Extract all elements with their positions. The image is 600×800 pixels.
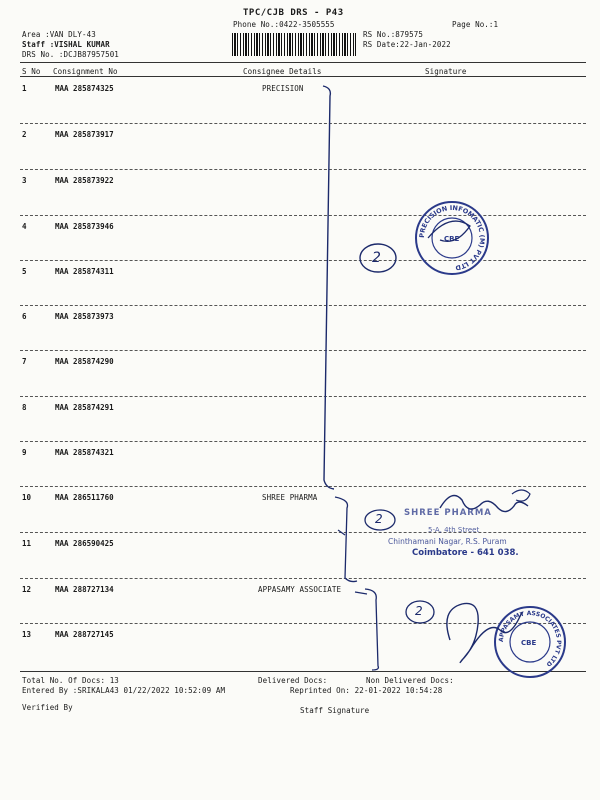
count-appasamy: 2 xyxy=(415,604,423,618)
staff-label: Staff :VISHAL KUMAR xyxy=(22,40,110,49)
shree-stamp-line2: 5-A, 4th Street xyxy=(428,526,480,534)
appasamy-stamp-ring-text: APPASAMY ASSOCIATES PVT LTD xyxy=(497,609,563,668)
rs-number: RS No.:879575 xyxy=(363,30,423,39)
row-sno: 3 xyxy=(22,176,27,185)
shree-stamp-line1: SHREE PHARMA xyxy=(404,508,492,518)
row-sno: 1 xyxy=(22,84,27,93)
appasamy-stamp-center: CBE xyxy=(521,639,537,647)
row-consignee: SHREE PHARMA xyxy=(262,493,318,502)
area-label: Area :VAN DLY-43 xyxy=(22,30,96,39)
row-sno: 2 xyxy=(22,130,27,139)
row-sno: 6 xyxy=(22,312,27,321)
row-consignment: MAA 285874290 xyxy=(55,357,114,366)
row-consignment: MAA 285874321 xyxy=(55,448,114,457)
row-consignment: MAA 288727134 xyxy=(55,585,114,594)
reprinted-on: Reprinted On: 22-01-2022 10:54:28 xyxy=(290,686,443,695)
entered-by: Entered By :SRIKALA43 01/22/2022 10:52:09 AM xyxy=(22,686,226,695)
row-sno: 9 xyxy=(22,448,27,457)
rs-date: RS Date:22-Jan-2022 xyxy=(363,40,451,49)
bracket-appasamy xyxy=(365,589,378,670)
row-sno: 7 xyxy=(22,357,27,366)
column-signature: Signature xyxy=(425,67,467,76)
page-number: Page No.:1 xyxy=(452,20,499,29)
row-sno: 5 xyxy=(22,267,27,276)
shree-stamp-line4: Coimbatore - 641 038. xyxy=(412,548,519,558)
verified-by: Verified By xyxy=(22,703,73,712)
delivered-docs: Delivered Docs: xyxy=(258,676,328,685)
staff-signature-label: Staff Signature xyxy=(300,706,370,715)
bracket-precision xyxy=(323,86,334,489)
precision-stamp-center: CBE xyxy=(444,235,460,243)
count-precision: 2 xyxy=(372,250,381,266)
column-consignment: Consignment No xyxy=(53,67,118,76)
total-docs: Total No. Of Docs: 13 xyxy=(22,676,119,685)
row-sno: 10 xyxy=(22,493,32,502)
row-consignment: MAA 288727145 xyxy=(55,630,114,639)
bracket-shree xyxy=(335,497,357,582)
drs-number: DRS No. :DCJB87957501 xyxy=(22,50,119,59)
non-delivered-docs: Non Delivered Docs: xyxy=(366,676,454,685)
row-consignment: MAA 285873946 xyxy=(55,222,114,231)
row-sno: 4 xyxy=(22,222,27,231)
sheet-title: TPC/CJB DRS - P43 xyxy=(243,8,344,18)
row-consignment: MAA 285873917 xyxy=(55,130,114,139)
row-consignment: MAA 285874311 xyxy=(55,267,114,276)
shree-stamp-line3: Chinthamani Nagar, R.S. Puram xyxy=(388,537,507,546)
row-consignee: PRECISION xyxy=(262,84,304,93)
column-sno: S No xyxy=(22,67,41,76)
row-consignment: MAA 285874325 xyxy=(55,84,114,93)
column-consignee: Consignee Details xyxy=(243,67,322,76)
row-consignee: APPASAMY ASSOCIATE xyxy=(258,585,342,594)
row-consignment: MAA 285874291 xyxy=(55,403,114,412)
row-consignment: MAA 285873922 xyxy=(55,176,114,185)
row-sno: 13 xyxy=(22,630,32,639)
count-shree: 2 xyxy=(375,512,383,526)
phone-number: Phone No.:0422-3505555 xyxy=(233,20,335,29)
row-consignment: MAA 286511760 xyxy=(55,493,114,502)
row-consignment: MAA 285873973 xyxy=(55,312,114,321)
row-consignment: MAA 286590425 xyxy=(55,539,114,548)
row-sno: 12 xyxy=(22,585,32,594)
precision-stamp-ring-text: PRECISION INFOMATIC (M) PVT LTD xyxy=(417,203,487,272)
row-sno: 8 xyxy=(22,403,27,412)
row-sno: 11 xyxy=(22,539,32,548)
